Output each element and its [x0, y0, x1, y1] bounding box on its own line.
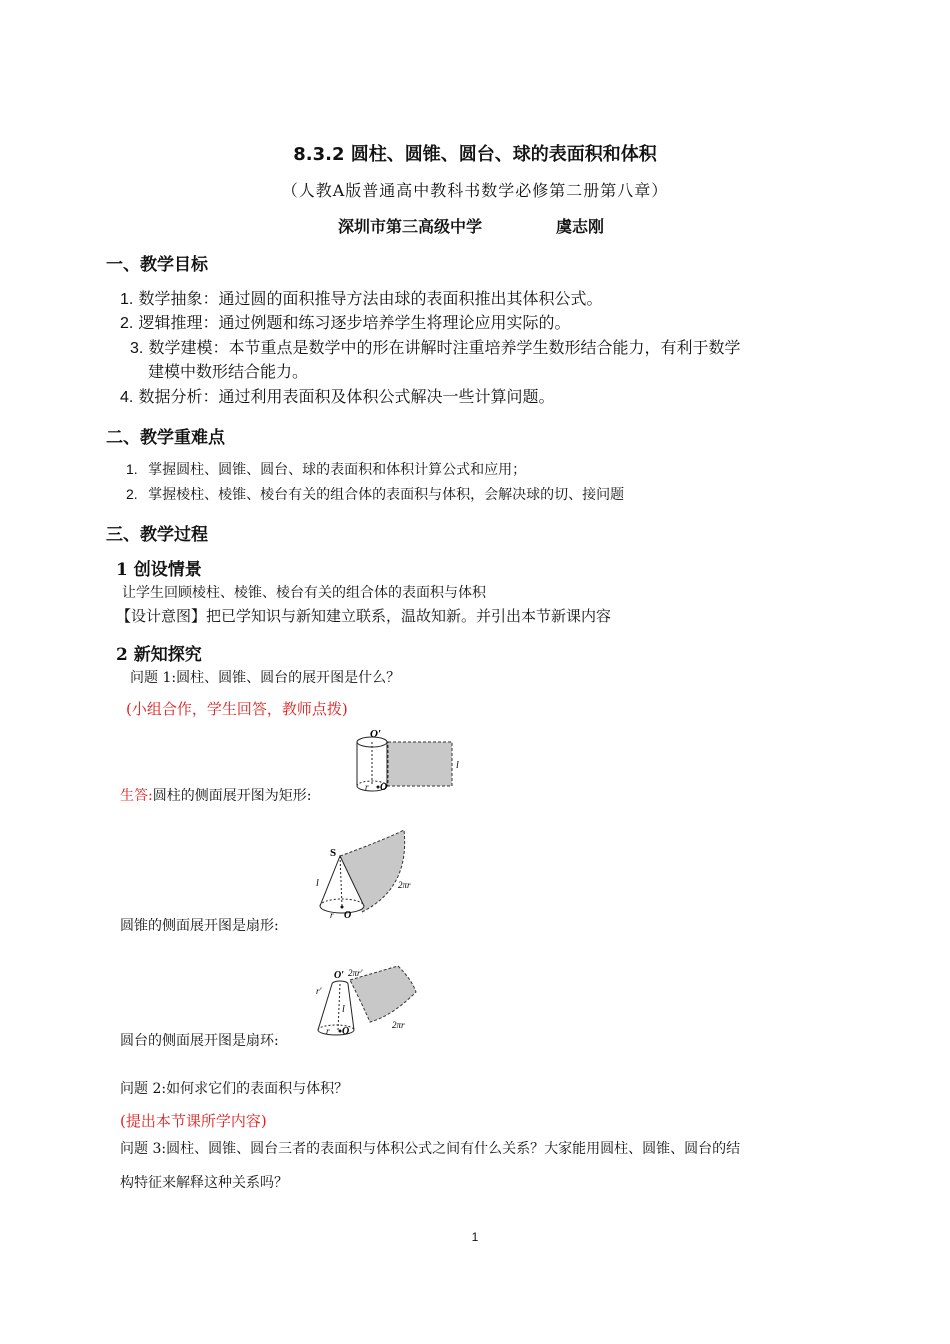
objective-3-number: 3. [130, 340, 144, 357]
objective-item-1 [120, 286, 602, 309]
answer-label: 生答: [120, 788, 153, 804]
objective-1-text: 数学抽象：通过圆的面积推导方法由球的表面积推出其体积公式。 [138, 289, 603, 308]
keypoint-1-text: 掌握圆柱、圆锥、圆台、球的表面积和体积计算公式和应用； [148, 462, 527, 478]
frustum-answer-text: 圆台的侧面展开图是扇环: [120, 1033, 279, 1049]
school-name: 深圳市第三高级中学 [338, 217, 483, 236]
keypoint-2-text: 掌握棱柱、棱锥、棱台有关的组合体的表面积与体积，会解决球的切、接问题 [148, 487, 625, 503]
objective-2-text: 逻辑推理：通过例题和练习逐步培养学生将理论应用实际的。 [138, 313, 571, 332]
page-title: 8.3.2 圆柱、圆锥、圆台、球的表面积和体积 [293, 144, 657, 165]
question-2-note: (提出本节课所学内容) [120, 1112, 267, 1130]
section2-heading: 二、教学重难点 [106, 428, 225, 448]
objective-3-text: 数学建模：本节重点是数学中的形在讲解时注重培养学生数形结合能力，有利于数学 [148, 338, 741, 357]
question-3-line2: 构特征来解释这种关系吗？ [120, 1175, 288, 1191]
frustum-figure [312, 964, 424, 1044]
page-number: 1 [471, 1230, 479, 1244]
cone-answer-text: 圆锥的侧面展开图是扇形: [120, 918, 279, 934]
frustum-arc-label: 2πr [392, 1020, 405, 1030]
cone-apex-label: S [330, 847, 337, 859]
frustum-top-center-label: O′ [334, 970, 345, 981]
objective-item-4 [120, 384, 554, 407]
cone-center-dot [341, 906, 344, 909]
question-3-line1: 问题 3:圆柱、圆锥、圆台三者的表面积与体积公式之间有什么关系？大家能用圆柱、圆锥、圆台的结 [120, 1141, 741, 1157]
keypoint-2-number: 2. [126, 486, 138, 502]
cone-center-label: O [344, 910, 352, 921]
keypoint-item-1 [126, 459, 526, 479]
objective-4-text: 数据分析：通过利用表面积及体积公式解决一些计算问题。 [138, 387, 555, 406]
scenario-text: 让学生回顾棱柱、棱锥、棱台有关的组合体的表面积与体积 [122, 585, 486, 601]
frustum-slant-label: l [342, 1004, 345, 1015]
objective-2-number: 2. [120, 315, 134, 332]
objective-3-continuation: 建模中数形结合能力。 [148, 362, 309, 381]
author-name: 虞志刚 [556, 217, 605, 236]
design-intent: 【设计意图】把已学知识与新知建立联系，温故知新。并引出本节新课内容 [116, 607, 612, 625]
cone-figure [312, 828, 416, 928]
frustum-top-arc-label: 2πr′ [348, 968, 363, 978]
cylinder-bottom-label: O [380, 782, 388, 793]
subsection2-heading: 2 新知探究 [116, 645, 202, 665]
cylinder-answer-text: 圆柱的侧面展开图为矩形: [152, 788, 312, 804]
cylinder-top-label: O′ [370, 728, 382, 740]
cylinder-answer [120, 785, 311, 805]
cone-radius-label: r [330, 910, 334, 920]
objective-item-3 [130, 335, 740, 358]
question-2: 问题 2:如何求它们的表面积与体积？ [120, 1081, 349, 1097]
subsection1-heading: 1 创设情景 [116, 560, 202, 580]
cylinder-unrolled-rect [388, 742, 452, 786]
cone-slant-label: l [316, 878, 319, 889]
objective-1-number: 1. [120, 291, 134, 308]
keypoint-item-2 [126, 484, 624, 504]
question-1: 问题 1:圆柱、圆锥、圆台的展开图是什么？ [130, 670, 401, 686]
cylinder-side-label: l [456, 760, 459, 771]
frustum-top-radius-label: r′ [316, 986, 322, 996]
cylinder-figure [350, 726, 470, 802]
question-1-note: (小组合作，学生回答，教师点拨) [126, 700, 348, 718]
cylinder-radius-label: r [365, 782, 369, 792]
section3-heading: 三、教学过程 [106, 525, 208, 545]
keypoint-1-number: 1. [126, 461, 138, 477]
frustum-radius-label: r [326, 1026, 330, 1036]
frustum-center-label: O [342, 1026, 350, 1037]
page-subtitle: （人教A版普通高中教科书数学必修第二册第八章） [281, 181, 669, 200]
section1-heading: 一、教学目标 [106, 255, 208, 275]
objective-item-2 [120, 310, 570, 333]
objective-4-number: 4. [120, 389, 134, 406]
cone-arc-label: 2πr [398, 880, 411, 890]
